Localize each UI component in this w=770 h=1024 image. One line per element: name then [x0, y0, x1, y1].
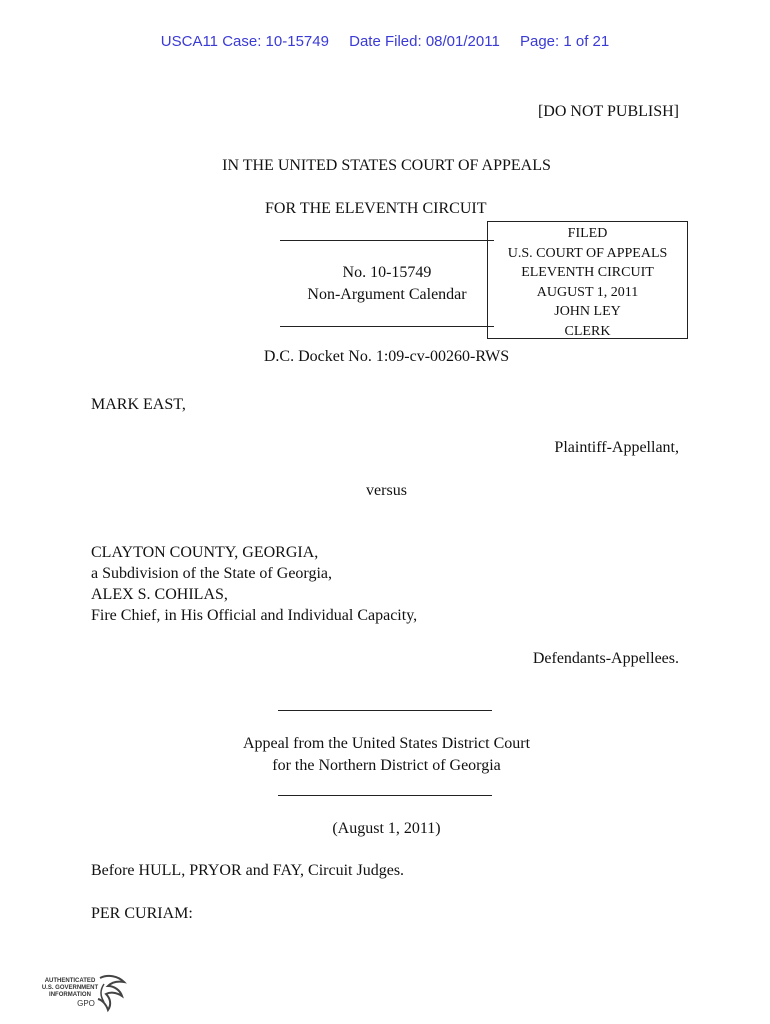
logo-text-line: INFORMATION [49, 992, 91, 998]
appeal-line-1: Appeal from the United States District Court [242, 735, 531, 752]
logo-text-line: U.S. GOVERNMENT [42, 985, 99, 991]
page-count-stamp: Page: 1 of 21 [519, 33, 610, 50]
plaintiff-role: Plaintiff-Appellant, [554, 439, 679, 456]
defendant-line: CLAYTON COUNTY, GEORGIA, [91, 544, 319, 561]
divider-bottom [280, 326, 494, 327]
publish-notice: [DO NOT PUBLISH] [537, 103, 679, 120]
divider-appeal-bottom [278, 795, 492, 796]
per-curiam: PER CURIAM: [91, 905, 193, 922]
date-filed-stamp: Date Filed: 08/01/2011 [349, 33, 500, 50]
circuit-name: FOR THE ELEVENTH CIRCUIT [265, 200, 487, 217]
appeal-line-2: for the Northern District of Georgia [272, 757, 501, 774]
defendant-line: ALEX S. COHILAS, [91, 586, 228, 603]
defendant-role: Defendants-Appellees. [532, 650, 679, 667]
defendant-line: a Subdivision of the State of Georgia, [91, 565, 332, 582]
judges-line: Before HULL, PRYOR and FAY, Circuit Judges. [91, 862, 405, 879]
defendant-line: Fire Chief, in His Official and Individual Capacity, [91, 607, 418, 624]
versus-label: versus [366, 482, 407, 499]
filed-line: AUGUST 1, 2011 [536, 284, 639, 300]
filed-line: JOHN LEY [554, 304, 621, 319]
court-name: IN THE UNITED STATES COURT OF APPEALS [222, 157, 551, 174]
filed-line: CLERK [564, 323, 611, 339]
case-number-stamp: USCA11 Case: 10-15749 [160, 33, 329, 50]
plaintiff-name: MARK EAST, [91, 396, 186, 413]
calendar-type: Non-Argument Calendar [307, 286, 467, 303]
filed-line: FILED [567, 226, 608, 241]
docket-number: D.C. Docket No. 1:09-cv-00260-RWS [263, 348, 510, 365]
logo-text-line: GPO [77, 999, 95, 1008]
filed-line: U.S. COURT OF APPEALS [507, 245, 668, 261]
logo-text-line: AUTHENTICATED [44, 978, 96, 984]
decision-date: (August 1, 2011) [332, 820, 441, 837]
divider-top [280, 240, 494, 241]
filed-box [487, 221, 688, 339]
case-number: No. 10-15749 [342, 264, 432, 281]
filed-line: ELEVENTH CIRCUIT [521, 265, 654, 280]
gpo-eagle-icon [42, 972, 132, 1016]
gpo-authentication-logo [42, 972, 132, 1016]
header-stamp [0, 33, 770, 50]
divider-appeal-top [278, 710, 492, 711]
